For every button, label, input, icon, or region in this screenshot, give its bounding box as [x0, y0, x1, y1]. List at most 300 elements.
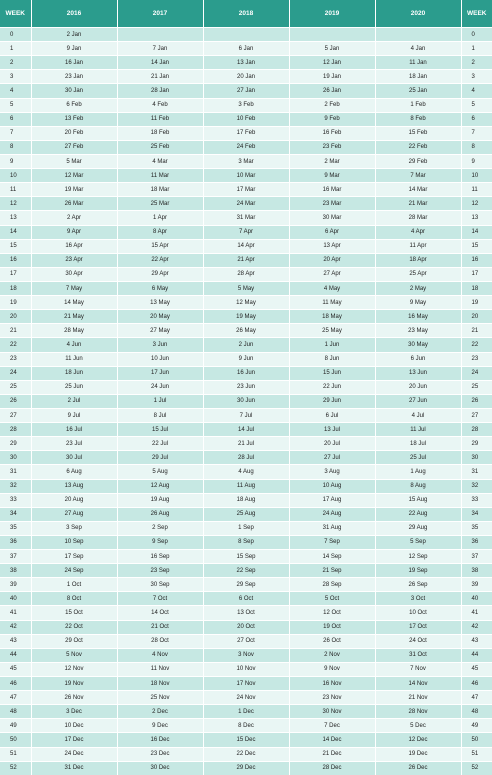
date-2017-cell: 26 Aug [117, 507, 203, 521]
date-2018-cell: 28 Apr [203, 267, 289, 281]
date-2017-cell: 4 Nov [117, 648, 203, 662]
week-number-right-cell: 37 [461, 550, 492, 564]
date-2016-cell: 30 Jul [31, 451, 117, 465]
table-row [0, 338, 492, 352]
week-number-cell: 19 [0, 296, 31, 310]
date-2020-cell [375, 28, 461, 42]
date-2016-cell: 5 Mar [31, 154, 117, 168]
table-row [0, 281, 492, 295]
date-2016-cell: 3 Dec [31, 705, 117, 719]
week-number-cell: 9 [0, 154, 31, 168]
week-number-cell: 37 [0, 550, 31, 564]
week-number-right-cell: 51 [461, 747, 492, 761]
date-2017-cell: 2 Dec [117, 705, 203, 719]
date-2017-cell: 7 Oct [117, 592, 203, 606]
week-number-cell: 16 [0, 253, 31, 267]
date-2016-cell: 21 May [31, 310, 117, 324]
date-2017-cell: 4 Feb [117, 98, 203, 112]
week-number-cell: 21 [0, 324, 31, 338]
date-2016-cell: 23 Apr [31, 253, 117, 267]
date-2020-cell: 12 Dec [375, 733, 461, 747]
date-2018-cell: 11 Aug [203, 479, 289, 493]
date-2017-cell: 17 Jun [117, 366, 203, 380]
date-2020-cell: 30 May [375, 338, 461, 352]
date-2018-cell: 19 May [203, 310, 289, 324]
date-2017-cell: 24 Jun [117, 380, 203, 394]
week-number-cell: 28 [0, 423, 31, 437]
week-number-right-cell: 18 [461, 281, 492, 295]
date-2018-cell: 3 Feb [203, 98, 289, 112]
date-2018-cell: 25 Aug [203, 507, 289, 521]
date-2019-cell: 27 Jul [289, 451, 375, 465]
week-number-cell: 48 [0, 705, 31, 719]
table-row [0, 225, 492, 239]
date-2016-cell: 11 Jun [31, 352, 117, 366]
week-number-cell: 14 [0, 225, 31, 239]
table-row [0, 677, 492, 691]
date-2018-cell: 6 Oct [203, 592, 289, 606]
date-2016-cell: 8 Oct [31, 592, 117, 606]
week-number-cell: 8 [0, 140, 31, 154]
date-2018-cell: 13 Oct [203, 606, 289, 620]
date-2017-cell: 2 Sep [117, 521, 203, 535]
table-row [0, 324, 492, 338]
date-2020-cell: 21 Nov [375, 691, 461, 705]
table-row [0, 479, 492, 493]
week-number-cell: 7 [0, 126, 31, 140]
table-row [0, 550, 492, 564]
week-number-right-cell: 32 [461, 479, 492, 493]
date-2017-cell: 28 Jan [117, 84, 203, 98]
week-number-right-cell: 6 [461, 112, 492, 126]
date-2016-cell: 22 Oct [31, 620, 117, 634]
date-2020-cell: 26 Sep [375, 578, 461, 592]
date-2018-cell: 7 Apr [203, 225, 289, 239]
date-2017-cell: 30 Sep [117, 578, 203, 592]
week-number-cell: 38 [0, 564, 31, 578]
date-2019-cell: 21 Dec [289, 747, 375, 761]
date-2018-cell: 12 May [203, 296, 289, 310]
date-2016-cell: 13 Feb [31, 112, 117, 126]
date-2018-cell: 29 Dec [203, 761, 289, 775]
date-2018-cell: 29 Sep [203, 578, 289, 592]
date-2017-cell: 23 Sep [117, 564, 203, 578]
date-2020-cell: 25 Apr [375, 267, 461, 281]
date-2019-cell: 12 Jan [289, 56, 375, 70]
table-row [0, 747, 492, 761]
date-2017-cell: 22 Apr [117, 253, 203, 267]
date-2017-cell: 15 Jul [117, 423, 203, 437]
week-number-right-cell: 29 [461, 437, 492, 451]
date-2018-cell: 3 Mar [203, 154, 289, 168]
date-2019-cell: 16 Feb [289, 126, 375, 140]
date-2017-cell: 1 Apr [117, 211, 203, 225]
date-2018-cell: 15 Sep [203, 550, 289, 564]
week-number-cell: 15 [0, 239, 31, 253]
date-2017-cell: 9 Dec [117, 719, 203, 733]
date-2016-cell: 28 May [31, 324, 117, 338]
date-2017-cell: 15 Apr [117, 239, 203, 253]
header-year-2020: 2020 [375, 0, 461, 28]
week-number-right-cell: 22 [461, 338, 492, 352]
week-number-cell: 17 [0, 267, 31, 281]
week-number-right-cell: 0 [461, 28, 492, 42]
date-2019-cell: 15 Jun [289, 366, 375, 380]
table-row [0, 84, 492, 98]
date-2016-cell: 17 Sep [31, 550, 117, 564]
date-2019-cell: 21 Sep [289, 564, 375, 578]
week-number-right-cell: 31 [461, 465, 492, 479]
date-2019-cell: 6 Apr [289, 225, 375, 239]
table-row [0, 634, 492, 648]
date-2016-cell: 26 Nov [31, 691, 117, 705]
week-number-cell: 29 [0, 437, 31, 451]
table-row [0, 535, 492, 549]
date-2018-cell: 23 Jun [203, 380, 289, 394]
date-2016-cell: 6 Feb [31, 98, 117, 112]
header-week-right: WEEK [461, 0, 492, 28]
week-number-cell: 26 [0, 394, 31, 408]
table-row [0, 296, 492, 310]
date-2017-cell: 25 Mar [117, 197, 203, 211]
table-row [0, 606, 492, 620]
date-2017-cell: 7 Jan [117, 42, 203, 56]
week-number-right-cell: 36 [461, 535, 492, 549]
week-number-right-cell: 52 [461, 761, 492, 775]
date-2017-cell: 27 May [117, 324, 203, 338]
week-number-right-cell: 50 [461, 733, 492, 747]
table-row [0, 352, 492, 366]
table-body [0, 28, 492, 775]
date-2020-cell: 31 Oct [375, 648, 461, 662]
week-number-cell: 18 [0, 281, 31, 295]
date-2019-cell: 28 Dec [289, 761, 375, 775]
date-2019-cell: 17 Aug [289, 493, 375, 507]
date-2019-cell: 23 Feb [289, 140, 375, 154]
date-2018-cell: 14 Jul [203, 423, 289, 437]
week-number-right-cell: 3 [461, 70, 492, 84]
date-2017-cell: 20 May [117, 310, 203, 324]
week-number-right-cell: 41 [461, 606, 492, 620]
date-2017-cell: 18 Feb [117, 126, 203, 140]
table-row [0, 507, 492, 521]
week-number-right-cell: 49 [461, 719, 492, 733]
week-number-cell: 52 [0, 761, 31, 775]
week-number-cell: 47 [0, 691, 31, 705]
date-2019-cell: 9 Nov [289, 662, 375, 676]
date-2019-cell: 28 Sep [289, 578, 375, 592]
date-2016-cell: 29 Oct [31, 634, 117, 648]
week-number-right-cell: 27 [461, 408, 492, 422]
week-number-cell: 41 [0, 606, 31, 620]
week-number-cell: 1 [0, 42, 31, 56]
week-number-cell: 30 [0, 451, 31, 465]
week-number-right-cell: 1 [461, 42, 492, 56]
date-2019-cell: 14 Sep [289, 550, 375, 564]
date-2020-cell: 4 Apr [375, 225, 461, 239]
date-2018-cell: 22 Sep [203, 564, 289, 578]
date-2020-cell: 25 Jul [375, 451, 461, 465]
date-2020-cell: 8 Aug [375, 479, 461, 493]
date-2018-cell: 24 Nov [203, 691, 289, 705]
date-2020-cell: 13 Jun [375, 366, 461, 380]
date-2020-cell: 24 Oct [375, 634, 461, 648]
date-2018-cell: 1 Dec [203, 705, 289, 719]
date-2018-cell: 17 Feb [203, 126, 289, 140]
date-2016-cell: 26 Mar [31, 197, 117, 211]
date-2019-cell: 22 Jun [289, 380, 375, 394]
date-2019-cell: 13 Jul [289, 423, 375, 437]
date-2020-cell: 18 Apr [375, 253, 461, 267]
week-number-right-cell: 15 [461, 239, 492, 253]
date-2019-cell: 31 Aug [289, 521, 375, 535]
date-2017-cell: 21 Jan [117, 70, 203, 84]
week-number-cell: 3 [0, 70, 31, 84]
date-2020-cell: 14 Mar [375, 183, 461, 197]
week-number-cell: 33 [0, 493, 31, 507]
date-2019-cell: 14 Dec [289, 733, 375, 747]
week-number-right-cell: 42 [461, 620, 492, 634]
date-2017-cell: 10 Jun [117, 352, 203, 366]
date-2019-cell: 24 Aug [289, 507, 375, 521]
date-2017-cell: 29 Jul [117, 451, 203, 465]
date-2017-cell: 12 Aug [117, 479, 203, 493]
week-number-cell: 23 [0, 352, 31, 366]
date-2019-cell: 20 Jul [289, 437, 375, 451]
table-row [0, 691, 492, 705]
date-2017-cell: 5 Aug [117, 465, 203, 479]
week-number-cell: 31 [0, 465, 31, 479]
date-2018-cell: 24 Mar [203, 197, 289, 211]
week-number-cell: 10 [0, 169, 31, 183]
date-2018-cell: 9 Jun [203, 352, 289, 366]
table-row [0, 197, 492, 211]
date-2019-cell [289, 28, 375, 42]
date-2019-cell: 19 Oct [289, 620, 375, 634]
date-2016-cell: 2 Jul [31, 394, 117, 408]
table-row [0, 719, 492, 733]
date-2020-cell: 8 Feb [375, 112, 461, 126]
date-2018-cell: 17 Mar [203, 183, 289, 197]
date-2016-cell: 12 Nov [31, 662, 117, 676]
table-row [0, 98, 492, 112]
date-2017-cell: 14 Jan [117, 56, 203, 70]
date-2018-cell: 21 Apr [203, 253, 289, 267]
date-2016-cell: 18 Jun [31, 366, 117, 380]
date-2017-cell: 3 Jun [117, 338, 203, 352]
week-number-right-cell: 19 [461, 296, 492, 310]
date-2018-cell: 27 Jan [203, 84, 289, 98]
date-2019-cell: 1 Jun [289, 338, 375, 352]
week-number-right-cell: 45 [461, 662, 492, 676]
week-number-cell: 46 [0, 677, 31, 691]
date-2019-cell: 2 Mar [289, 154, 375, 168]
date-2018-cell: 10 Feb [203, 112, 289, 126]
table-row [0, 112, 492, 126]
date-2020-cell: 6 Jun [375, 352, 461, 366]
date-2019-cell: 7 Dec [289, 719, 375, 733]
week-number-right-cell: 14 [461, 225, 492, 239]
date-2020-cell: 9 May [375, 296, 461, 310]
date-2020-cell: 5 Dec [375, 719, 461, 733]
date-2016-cell: 9 Jan [31, 42, 117, 56]
week-number-right-cell: 40 [461, 592, 492, 606]
table-row [0, 578, 492, 592]
date-2017-cell: 14 Oct [117, 606, 203, 620]
date-2016-cell: 16 Jan [31, 56, 117, 70]
header-week-left: WEEK [0, 0, 31, 28]
date-2020-cell: 1 Aug [375, 465, 461, 479]
table-row [0, 56, 492, 70]
date-2019-cell: 30 Mar [289, 211, 375, 225]
date-2018-cell: 10 Mar [203, 169, 289, 183]
table-row [0, 761, 492, 775]
date-2019-cell: 20 Apr [289, 253, 375, 267]
table-row [0, 310, 492, 324]
date-2017-cell: 1 Jul [117, 394, 203, 408]
date-2019-cell: 10 Aug [289, 479, 375, 493]
date-2018-cell: 6 Jan [203, 42, 289, 56]
date-2016-cell: 19 Nov [31, 677, 117, 691]
week-number-right-cell: 5 [461, 98, 492, 112]
date-2018-cell: 16 Jun [203, 366, 289, 380]
date-2020-cell: 19 Dec [375, 747, 461, 761]
date-2018-cell: 22 Dec [203, 747, 289, 761]
week-number-right-cell: 16 [461, 253, 492, 267]
week-number-cell: 25 [0, 380, 31, 394]
date-2016-cell: 20 Feb [31, 126, 117, 140]
week-number-cell: 45 [0, 662, 31, 676]
date-2017-cell: 11 Feb [117, 112, 203, 126]
date-2020-cell: 5 Sep [375, 535, 461, 549]
date-2016-cell: 31 Dec [31, 761, 117, 775]
date-2020-cell: 3 Oct [375, 592, 461, 606]
date-2018-cell: 4 Aug [203, 465, 289, 479]
date-2019-cell: 16 Nov [289, 677, 375, 691]
date-2016-cell: 23 Jul [31, 437, 117, 451]
date-2020-cell: 10 Oct [375, 606, 461, 620]
date-2020-cell: 22 Aug [375, 507, 461, 521]
date-2016-cell: 6 Aug [31, 465, 117, 479]
date-2018-cell: 8 Sep [203, 535, 289, 549]
week-number-cell: 2 [0, 56, 31, 70]
date-2020-cell: 21 Mar [375, 197, 461, 211]
date-2018-cell: 24 Feb [203, 140, 289, 154]
week-number-cell: 13 [0, 211, 31, 225]
date-2018-cell: 17 Nov [203, 677, 289, 691]
date-2016-cell: 5 Nov [31, 648, 117, 662]
week-number-right-cell: 21 [461, 324, 492, 338]
week-number-right-cell: 39 [461, 578, 492, 592]
date-2019-cell: 13 Apr [289, 239, 375, 253]
week-number-cell: 34 [0, 507, 31, 521]
date-2017-cell: 4 Mar [117, 154, 203, 168]
date-2020-cell: 7 Mar [375, 169, 461, 183]
week-number-cell: 43 [0, 634, 31, 648]
table-row [0, 211, 492, 225]
header-year-2018: 2018 [203, 0, 289, 28]
table-row [0, 366, 492, 380]
week-number-cell: 32 [0, 479, 31, 493]
header-year-2016: 2016 [31, 0, 117, 28]
date-2016-cell: 3 Sep [31, 521, 117, 535]
table-header [0, 0, 492, 28]
date-2019-cell: 11 May [289, 296, 375, 310]
date-2020-cell: 11 Apr [375, 239, 461, 253]
table-row [0, 28, 492, 42]
date-2018-cell: 14 Apr [203, 239, 289, 253]
week-number-right-cell: 24 [461, 366, 492, 380]
table-row [0, 169, 492, 183]
week-number-cell: 5 [0, 98, 31, 112]
date-2018-cell: 30 Jun [203, 394, 289, 408]
date-2016-cell: 17 Dec [31, 733, 117, 747]
week-number-right-cell: 13 [461, 211, 492, 225]
date-2016-cell: 24 Dec [31, 747, 117, 761]
date-2020-cell: 22 Feb [375, 140, 461, 154]
date-2019-cell: 4 May [289, 281, 375, 295]
date-2020-cell: 15 Aug [375, 493, 461, 507]
week-number-cell: 39 [0, 578, 31, 592]
date-2017-cell: 16 Dec [117, 733, 203, 747]
week-number-right-cell: 23 [461, 352, 492, 366]
week-number-right-cell: 48 [461, 705, 492, 719]
date-2018-cell: 8 Dec [203, 719, 289, 733]
week-number-cell: 49 [0, 719, 31, 733]
date-2017-cell: 19 Aug [117, 493, 203, 507]
date-2016-cell: 4 Jun [31, 338, 117, 352]
date-2018-cell: 28 Jul [203, 451, 289, 465]
date-2019-cell: 3 Aug [289, 465, 375, 479]
table-row [0, 437, 492, 451]
date-2016-cell: 9 Jul [31, 408, 117, 422]
date-2017-cell: 30 Dec [117, 761, 203, 775]
date-2020-cell: 19 Sep [375, 564, 461, 578]
date-2019-cell: 27 Apr [289, 267, 375, 281]
date-2018-cell: 20 Jan [203, 70, 289, 84]
date-2019-cell: 23 Mar [289, 197, 375, 211]
table-row [0, 648, 492, 662]
date-2018-cell: 10 Nov [203, 662, 289, 676]
date-2020-cell: 14 Nov [375, 677, 461, 691]
table-row [0, 423, 492, 437]
date-2017-cell: 18 Nov [117, 677, 203, 691]
date-2020-cell: 1 Feb [375, 98, 461, 112]
week-number-cell: 24 [0, 366, 31, 380]
week-number-right-cell: 33 [461, 493, 492, 507]
date-2018-cell: 7 Jul [203, 408, 289, 422]
date-2020-cell: 15 Feb [375, 126, 461, 140]
date-2019-cell: 19 Jan [289, 70, 375, 84]
week-number-cell: 11 [0, 183, 31, 197]
date-2016-cell: 15 Oct [31, 606, 117, 620]
table-row [0, 493, 492, 507]
date-2020-cell: 27 Jun [375, 394, 461, 408]
date-2020-cell: 11 Jan [375, 56, 461, 70]
date-2020-cell: 7 Nov [375, 662, 461, 676]
date-2017-cell: 13 May [117, 296, 203, 310]
date-2019-cell: 5 Oct [289, 592, 375, 606]
date-2017-cell: 8 Jul [117, 408, 203, 422]
date-2020-cell: 11 Jul [375, 423, 461, 437]
date-2019-cell: 5 Jan [289, 42, 375, 56]
week-number-right-cell: 12 [461, 197, 492, 211]
week-number-cell: 12 [0, 197, 31, 211]
week-number-right-cell: 20 [461, 310, 492, 324]
header-year-2017: 2017 [117, 0, 203, 28]
week-number-cell: 22 [0, 338, 31, 352]
table-row [0, 267, 492, 281]
